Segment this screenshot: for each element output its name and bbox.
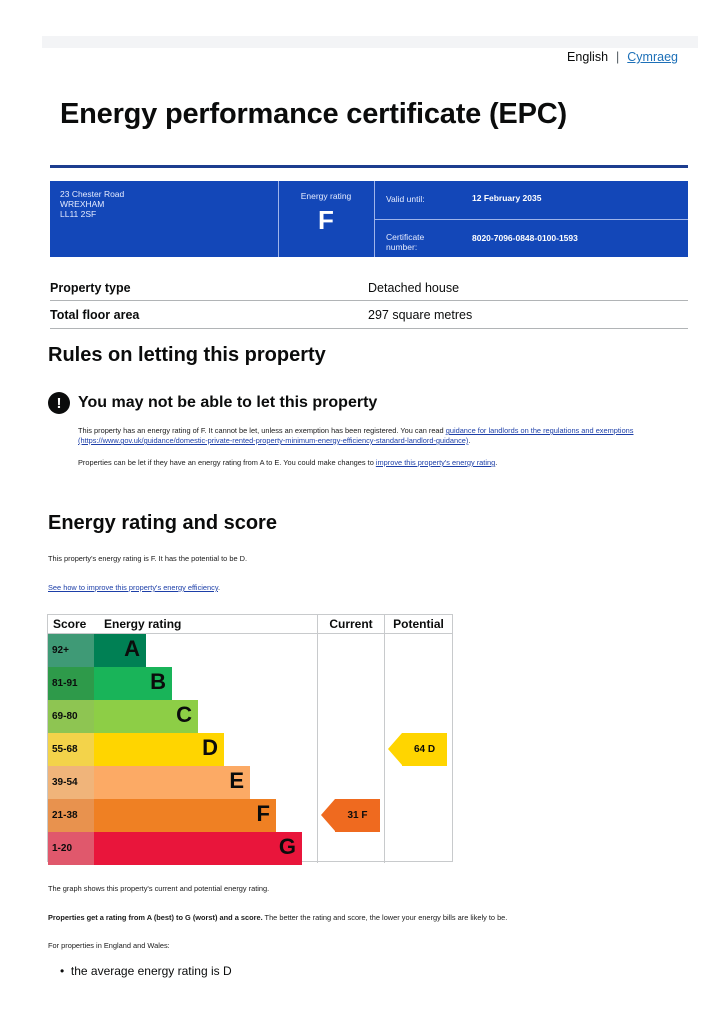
certificate-number-label: Certificate number: bbox=[386, 232, 425, 252]
energy-link-end: . bbox=[217, 583, 221, 592]
landlord-guidance-link[interactable]: guidance for landlords on the regulations and exemptions (https://www.gov.uk/guidance/domestic-private-rented-property-minimum-energy-efficiency-standard-landlord-guidance) bbox=[78, 426, 634, 445]
floor-area-row bbox=[50, 302, 688, 329]
current-rating-arrow bbox=[335, 799, 380, 832]
lang-separator: | bbox=[616, 50, 620, 64]
chart-header-current: Current bbox=[329, 617, 373, 631]
arrow-tip bbox=[388, 733, 402, 765]
band-letter: A bbox=[124, 636, 140, 661]
energy-rating-label: Energy rating bbox=[300, 191, 352, 201]
property-type-label: Property type bbox=[50, 281, 131, 295]
valid-until-label: Valid until: bbox=[386, 194, 425, 204]
letting-text-end: . bbox=[495, 458, 498, 467]
property-type-value: Detached house bbox=[368, 281, 460, 295]
band-bar bbox=[94, 634, 146, 667]
arrow-tip bbox=[321, 799, 335, 831]
band-bar bbox=[94, 667, 172, 700]
letting-paragraph-2 bbox=[78, 458, 680, 468]
page-title: Energy performance certificate (EPC) bbox=[60, 98, 567, 130]
title-divider bbox=[50, 165, 688, 168]
floor-area-label: Total floor area bbox=[50, 308, 140, 322]
language-switcher bbox=[567, 50, 678, 64]
chart-header-score: Score bbox=[53, 617, 87, 631]
letting-text-end: . bbox=[468, 436, 471, 445]
warning-text: You may not be able to let this property bbox=[78, 394, 378, 411]
rating-note-bold: Properties get a rating from A (best) to G (worst) and a score. bbox=[48, 913, 263, 922]
potential-rating-arrow bbox=[402, 733, 447, 766]
warning-icon: ! bbox=[48, 392, 70, 414]
summary-divider bbox=[374, 219, 688, 220]
address bbox=[60, 189, 124, 219]
band-score: 1-20 bbox=[48, 832, 94, 865]
band-bar bbox=[94, 733, 224, 766]
band-bar bbox=[94, 799, 276, 832]
valid-until-value: 12 February 2035 bbox=[472, 193, 542, 203]
band-letter: E bbox=[229, 768, 244, 793]
address-line: 23 Chester Road bbox=[60, 189, 125, 199]
property-type-row bbox=[50, 275, 688, 301]
lang-english[interactable]: English bbox=[567, 50, 609, 64]
letting-warning bbox=[48, 392, 377, 414]
address-line: WREXHAM bbox=[60, 199, 105, 209]
chart-header-potential: Potential bbox=[393, 617, 444, 631]
lang-cymraeg-link[interactable]: Cymraeg bbox=[627, 50, 678, 64]
rating-note-rest: The better the rating and score, the lower your energy bills are likely to be. bbox=[262, 913, 508, 922]
band-letter: C bbox=[176, 702, 192, 727]
epc-summary-box bbox=[50, 181, 688, 257]
band-score: 92+ bbox=[48, 634, 94, 667]
letting-paragraph-1 bbox=[78, 426, 680, 446]
band-score: 69-80 bbox=[48, 700, 94, 733]
england-note: For properties in England and Wales: bbox=[48, 941, 170, 950]
band-score: 55-68 bbox=[48, 733, 94, 766]
band-letter: F bbox=[256, 801, 270, 826]
top-band bbox=[42, 36, 698, 48]
band-letter: G bbox=[278, 834, 296, 859]
rating-note bbox=[48, 913, 688, 923]
improve-rating-link[interactable]: improve this property's energy rating bbox=[375, 458, 496, 467]
chart-header-rating: Energy rating bbox=[104, 617, 182, 631]
band-letter: B bbox=[150, 669, 166, 694]
energy-rating-chart bbox=[47, 614, 453, 862]
current-rating-arrow-label: 31 F bbox=[347, 810, 368, 821]
graph-note: The graph shows this property's current and potential energy rating. bbox=[48, 884, 270, 893]
energy-link-line bbox=[48, 583, 220, 593]
band-bar bbox=[94, 700, 198, 733]
band-letter: D bbox=[202, 735, 218, 760]
letting-heading: Rules on letting this property bbox=[48, 344, 326, 366]
list-item: • the average energy rating is D bbox=[60, 964, 232, 978]
band-score: 81-91 bbox=[48, 667, 94, 700]
floor-area-value: 297 square metres bbox=[368, 308, 473, 322]
bullet-text: the average energy rating is D bbox=[70, 964, 232, 978]
address-line: LL11 2SF bbox=[60, 209, 97, 219]
chart-divider bbox=[384, 615, 385, 863]
letting-text: Properties can be let if they have an energy rating from A to E. You could make changes to bbox=[78, 458, 376, 467]
band-bar bbox=[94, 832, 302, 865]
improve-efficiency-link[interactable]: See how to improve this property's energy efficiency bbox=[48, 583, 218, 592]
chart-divider bbox=[317, 615, 318, 863]
band-score: 39-54 bbox=[48, 766, 94, 799]
energy-rating-letter: F bbox=[318, 205, 334, 235]
certificate-number-value: 8020-7096-0848-0100-1593 bbox=[472, 233, 578, 243]
letting-text: This property has an energy rating of F. It cannot be let, unless an exemption has been registered. You can read bbox=[78, 426, 446, 435]
potential-rating-arrow-label: 64 D bbox=[413, 744, 436, 755]
band-score: 21-38 bbox=[48, 799, 94, 832]
energy-rating-line: This property's energy rating is F. It has the potential to be D. bbox=[48, 554, 248, 563]
band-bar bbox=[94, 766, 250, 799]
energy-heading: Energy rating and score bbox=[48, 512, 277, 534]
